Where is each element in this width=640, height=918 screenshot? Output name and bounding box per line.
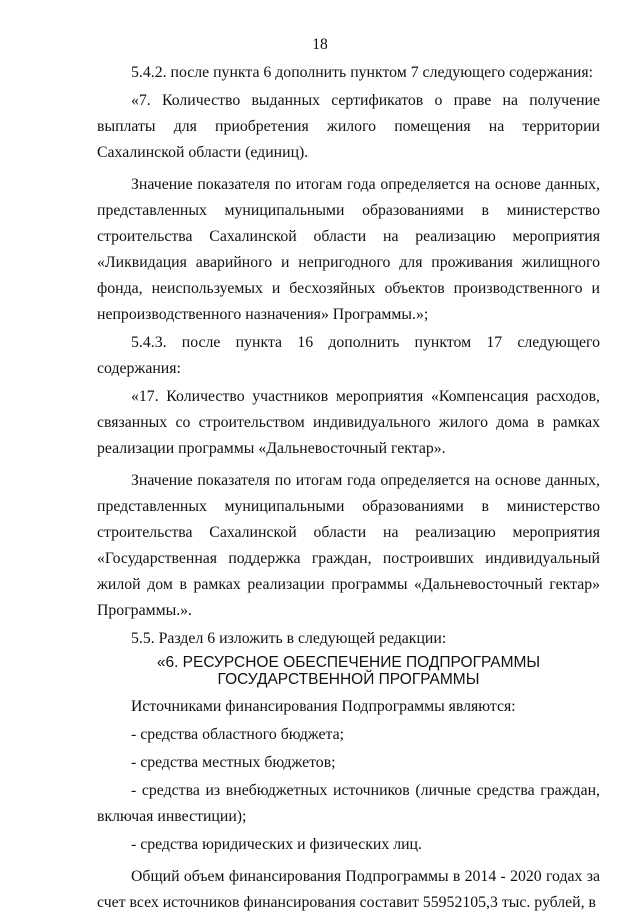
document-body: [97, 60, 600, 918]
paragraph-5-4-2: 5.4.2. после пункта 6 дополнить пунктом 7 следующего содержания:: [131, 64, 593, 81]
paragraph-item-7: «7. Количество выданных сертификатов о праве на получение выплаты для приобретения жилого помещения на территории Сахалинской области (единиц).: [97, 92, 600, 161]
paragraph-item-17: «17. Количество участников мероприятия «Компенсация расходов, связанных со строительством индивидуального жилого дома в рамках реализации программы «Дальневосточный гектар».: [97, 388, 600, 457]
paragraph-indicator-value-2: Значение показателя по итогам года определяется на основе данных, представленных муниципальными образованиями в министерство строительства Сахалинской области на реализацию мероприятия «Государственная поддержка граждан, построивших индивидуальный жилой дом в рамках реализации программы «Дальневосточный гектар» Программы.».: [97, 472, 600, 619]
list-item-local-budgets: - средства местных бюджетов;: [131, 754, 336, 771]
section-heading-line-1: «6. РЕСУРСНОЕ ОБЕСПЕЧЕНИЕ ПОДПРОГРАММЫ: [156, 654, 541, 671]
paragraph-5-4-3: 5.4.3. после пункта 16 дополнить пунктом 17 следующего содержания:: [97, 334, 600, 377]
paragraph-funding-sources: Источниками финансирования Подпрограммы являются:: [131, 698, 516, 715]
list-item-legal-entities: - средства юридических и физических лиц.: [131, 836, 422, 853]
section-6-heading: [97, 654, 600, 688]
list-item-extrabudgetary: - средства из внебюджетных источников (личные средства граждан, включая инвестиции);: [97, 782, 600, 825]
page-number: 18: [312, 36, 328, 53]
paragraph-indicator-value-1: Значение показателя по итогам года определяется на основе данных, представленных муниципальными образованиями в министерство строительства Сахалинской области на реализацию мероприятия «Ликвидация аварийного и непригодного для проживания жилищного фонда, неиспользуемых и бесхозяйных объектов производственного и непроизводственного назначения» Программы.»;: [97, 176, 600, 323]
paragraph-5-5: 5.5. Раздел 6 изложить в следующей редакции:: [131, 630, 447, 647]
list-item-regional-budget: - средства областного бюджета;: [131, 726, 345, 743]
paragraph-total-funding: Общий объем финансирования Подпрограммы в 2014 - 2020 годах за счет всех источников финансирования составит 55952105,3 тыс. рублей, в: [97, 868, 600, 911]
section-heading-line-2: ГОСУДАРСТВЕННОЙ ПРОГРАММЫ: [217, 671, 480, 688]
